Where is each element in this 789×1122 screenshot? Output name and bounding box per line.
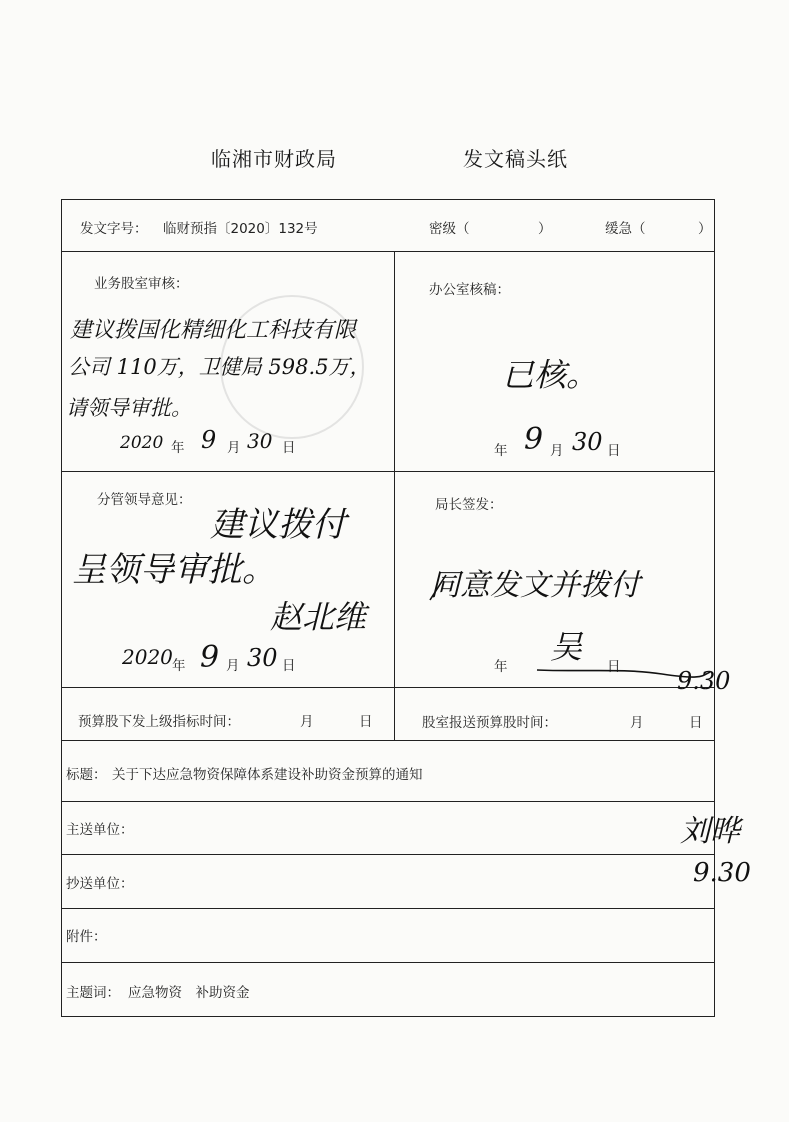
business-review-year-char: 年 [171,440,185,456]
office-review-year-char: 年 [494,443,508,459]
keywords-value: 应急物资 补助资金 [128,985,250,1001]
leader-opinion-line-1: 建议拨付 [210,505,346,545]
margin-note-name: 刘晔 [680,814,740,849]
margin-note-date: 9.30 [693,858,751,888]
director-signature: 吴 [550,628,583,666]
leader-date-year-char: 年 [172,658,186,674]
business-review-line-1: 建议拨国化精细化工科技有限 [70,318,357,343]
subject-value: 关于下达应急物资保障体系建设补助资金预算的通知 [112,767,423,783]
director-date-note: 9.30 [677,667,731,695]
doc-number-label: 发文字号： [80,221,148,237]
keywords-label: 主题词： [66,985,120,1001]
business-review-line-3: 请领导审批。 [66,396,192,420]
leader-date-year: 2020 [122,645,173,669]
office-submit-day: 日 [689,715,703,731]
subject-label: 标题： [66,767,107,783]
urgency-close: ） [698,221,712,237]
secret-level-close: ） [538,221,552,237]
doc-number-value: 临财预指〔2020〕132号 [163,221,318,237]
leader-date-day-char: 日 [282,658,296,674]
leader-opinion-line-2: 呈领导审批。 [72,550,276,590]
office-review-day: 30 [572,428,603,456]
issuing-org: 临湘市财政局 [211,147,337,171]
director-approval-note: 同意发文并拨付 [430,568,640,603]
secret-level-label: 密级（ [429,221,470,237]
business-review-month-char: 月 [227,440,241,456]
budget-issue-time-label: 预算股下发上级指标时间： [78,714,240,730]
business-review-label: 业务股室审核： [94,276,189,292]
director-date-year-char: 年 [494,659,508,675]
business-review-month: 9 [201,426,217,454]
cc-recipient-label: 抄送单位： [66,876,134,892]
leader-date-month: 9 [200,640,220,675]
form-title: 发文稿头纸 [463,147,568,171]
leader-date-month-char: 月 [226,658,240,674]
office-review-note: 已核。 [502,356,599,394]
leader-opinion-label: 分管领导意见： [97,492,192,508]
budget-issue-day: 日 [359,714,373,730]
signature-strike-stroke [62,200,716,1018]
budget-issue-month: 月 [300,714,314,730]
director-sign-label: 局长签发： [435,497,503,513]
office-review-month: 9 [524,422,544,457]
attachment-label: 附件： [66,929,107,945]
office-review-month-char: 月 [550,443,564,459]
business-review-year: 2020 [120,433,164,453]
urgency-label: 缓急（ [605,221,646,237]
director-date-day-char: 日 [607,659,621,675]
business-review-day-char: 日 [282,440,296,456]
office-submit-month: 月 [630,715,644,731]
office-submit-time-label: 股室报送预算股时间： [422,715,557,731]
business-review-day: 30 [247,429,273,453]
document-form [61,199,731,1017]
office-review-day-char: 日 [607,443,621,459]
business-review-line-2: 公司 110万，卫健局 598.5万， [68,355,371,379]
leader-date-day: 30 [247,644,278,672]
page-header [0,143,789,173]
main-recipient-label: 主送单位： [66,822,134,838]
office-review-label: 办公室核稿： [429,282,510,298]
leader-signature: 赵北维 [270,598,367,636]
